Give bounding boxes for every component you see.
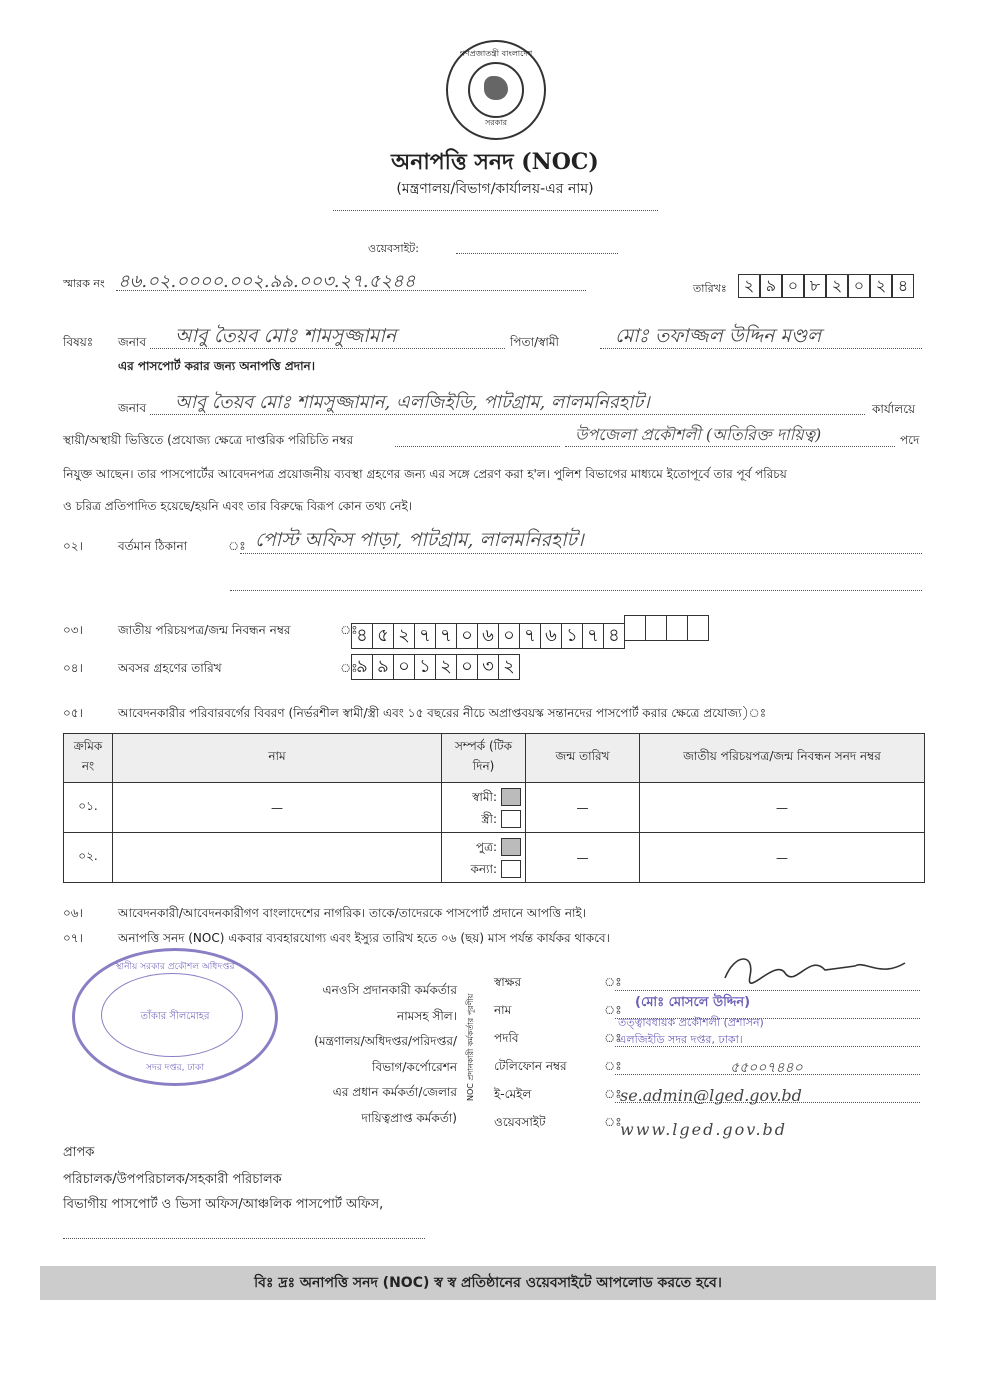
date-digit-box: ০ [782, 274, 804, 298]
field-phone-label: টেলিফোন নম্বর [494, 1059, 567, 1073]
subject-label: বিষয়ঃ [63, 335, 94, 349]
father-label: পিতা/স্বামী [510, 335, 559, 349]
wife-checkbox[interactable] [501, 810, 521, 828]
emblem-top-text: গণপ্রজাতন্ত্রী বাংলাদেশ [459, 49, 533, 58]
nid-digit-box: ৬ [540, 623, 562, 649]
item-07-num: ০৭। [63, 931, 83, 945]
son-checkbox[interactable] [501, 838, 521, 856]
office-stamp [72, 948, 278, 1086]
official-id-line [395, 446, 560, 447]
nid-digit-box: ৫ [372, 623, 394, 649]
row-nid: — [640, 833, 925, 883]
father-name: মোঃ তফাজ্জল উদ্দিন মণ্ডল [615, 325, 822, 347]
family-table-header [64, 734, 925, 783]
nid-boxes [352, 615, 709, 649]
signatory-field-labels [494, 968, 567, 1136]
row-name [113, 833, 442, 883]
signatory-phone: ৫৫০০৭৪৪০ [730, 1060, 803, 1076]
retire-digit-box: ০ [456, 654, 478, 680]
nid-digit-box: ৭ [435, 623, 457, 649]
date-label: তারিখঃ [693, 282, 727, 295]
bangladesh-map-icon [484, 76, 508, 100]
website-label: ওয়েবসাইট: [368, 242, 419, 255]
body-line4: ও চরিত্র প্রতিপাদিত হয়েছে/হয়নি এবং তার বিরুদ্ধে বিরূপ কোন তথ্য নেই। [63, 499, 413, 513]
nid-digit-box [645, 615, 667, 641]
nid-digit-box: ৬ [477, 623, 499, 649]
nid-digit-box: ৭ [582, 623, 604, 649]
retirement-date-boxes [352, 654, 520, 680]
retire-digit-box: ৯ [351, 654, 373, 680]
rel-spouse-wife-label: স্ত্রী: [481, 811, 497, 826]
item-07-text: অনাপত্তি সনদ (NOC) একবার ব্যবহারযোগ্য এবং ইস্যুর তারিখ হতে ০৬ (ছয়) মাস পর্যন্ত কার্যকর থাকবে। [118, 931, 610, 945]
colon: ঃ [340, 661, 358, 675]
recipient-line1: পরিচালক/উপপরিচালক/সহকারী পরিচালক [63, 1172, 282, 1187]
subject-line2: এর পাসপোর্ট করার জন্য অনাপত্তি প্রদান। [118, 359, 316, 373]
handwritten-signature [715, 948, 915, 993]
father-name-line [600, 348, 922, 349]
signatory-line: নামসহ সীল। [397, 1008, 457, 1023]
row-serial: ০১. [64, 783, 113, 833]
ministry-name-line [333, 210, 658, 211]
date-digit-box: ০ [848, 274, 870, 298]
rel-son-label: পুত্র: [475, 839, 497, 854]
body-line3: নিযুক্ত আছেন। তার পাসপোর্টের আবেদনপত্র প্রয়োজনীয় ব্যবস্থা গ্রহণের জন্য এর সঙ্গে প্রেরণ করা হ'ল। পুলিশ বিভাগের মাধ্যমে ইতোপূর্বে তার পূর্ব পরিচয় [63, 467, 787, 481]
signatory-email: se.admin@lged.gov.bd [620, 1086, 802, 1105]
signatory-line: দায়িত্বপ্রাপ্ত কর্মকর্তা) [361, 1110, 457, 1125]
family-table [63, 733, 925, 883]
row-serial: ০২. [64, 833, 113, 883]
rel-spouse-husband-label: স্বামী: [472, 789, 497, 804]
document-title: অনাপত্তি সনদ (NOC) [391, 149, 599, 175]
col-nid: জাতীয় পরিচয়পত্র/জন্ম নিবন্ধন সনদ নম্বর [640, 734, 925, 783]
body-prefix: জনাব [118, 401, 147, 415]
nid-digit-box: ০ [498, 623, 520, 649]
item-06-text: আবেদনকারী/আবেদনকারীগণ বাংলাদেশের নাগরিক। তাকে/তাদেরকে পাসপোর্ট প্রদানে আপত্তি নাই। [118, 906, 587, 920]
retire-digit-box: ১ [414, 654, 436, 680]
address-line-2 [230, 590, 922, 591]
col-name: নাম [113, 734, 442, 783]
item-06-num: ০৬। [63, 906, 83, 920]
item-05-num: ০৫। [63, 706, 83, 720]
designation: উপজেলা প্রকৌশলী (অতিরিক্ত দায়িত্ব) [575, 425, 822, 444]
nid-digit-box: ৪ [351, 623, 373, 649]
signatory-line: বিভাগ/কর্পোরেশন [372, 1059, 457, 1074]
government-emblem [446, 40, 546, 140]
retire-digit-box: ২ [435, 654, 457, 680]
daughter-checkbox[interactable] [501, 860, 521, 878]
nid-digit-box: ৭ [519, 623, 541, 649]
body-handwritten-name: আবু তৈয়ব মোঃ শামসুজ্জামান, এলজিইডি, পাটগ্রাম, লালমনিরহাট। [175, 392, 650, 413]
field-email-label: ই-মেইল [494, 1087, 532, 1101]
body-name-line [150, 414, 865, 415]
rel-daughter-label: কন্যা: [470, 861, 497, 876]
signatory-left-block [285, 978, 457, 1131]
recipient-label: প্রাপক [63, 1145, 95, 1160]
row-nid: — [640, 783, 925, 833]
colon: ঃ [228, 539, 246, 553]
row-name: — [113, 783, 442, 833]
retire-digit-box: ৩ [477, 654, 499, 680]
retire-digit-box: ৯ [372, 654, 394, 680]
signatory-designation: তত্ত্বাবধায়ক প্রকৌশলী (প্রশাসন) [618, 1016, 764, 1029]
col-relation: সম্পর্ক (টিক দিন) [442, 734, 526, 783]
item-04-label: অবসর গ্রহণের তারিখ [118, 661, 222, 675]
item-02-num: ০২। [63, 539, 83, 553]
nid-digit-box [687, 615, 709, 641]
memo-number: ৪৬.০২.০০০০.০০২.৯৯.০০৩.২৭.৫২৪৪ [118, 271, 416, 292]
nid-digit-box: ৪ [603, 623, 625, 649]
stamp-center-text: তাঁকার সীলমোহর [140, 1011, 210, 1022]
nid-digit-box: ১ [561, 623, 583, 649]
emblem-bottom-text: সরকার [484, 118, 507, 127]
signatory-name: (মোঃ মোসলে উদ্দিন) [635, 995, 751, 1010]
memo-line [116, 290, 586, 291]
date-boxes [738, 274, 914, 298]
signatory-line: (মন্ত্রণালয়/অধিদপ্তর/পরিদপ্তর/ [314, 1034, 457, 1048]
noc-vertical-label: NOC প্রদানকারী কর্মকর্তার পূরণীয় [466, 993, 475, 1102]
date-digit-box: ৯ [760, 274, 782, 298]
signatory-website: www.lged.gov.bd [620, 1120, 788, 1139]
item-03-num: ০৩। [63, 623, 83, 637]
row-relation [442, 833, 526, 883]
signatory-line: এর প্রধান কর্মকর্তা/জেলার [332, 1085, 457, 1099]
office-suffix: কার্যালয়ে [872, 402, 916, 416]
recipient-line3 [63, 1238, 425, 1239]
document-subtitle: (মন্ত্রণালয়/বিভাগ/কার্যালয়-এর নাম) [396, 181, 594, 197]
row-relation [442, 783, 526, 833]
stamp-bottom-text: সদর দপ্তর, ঢাকা [146, 1063, 204, 1073]
stamp-ring-text: স্থানীয় সরকার প্রকৌশল অধিদপ্তর [115, 962, 235, 972]
field-name-label: নাম [494, 1003, 512, 1017]
table-row [64, 783, 925, 833]
table-row [64, 833, 925, 883]
nid-digit-box: ৭ [414, 623, 436, 649]
signatory-office: এলজিইডি সদর দপ্তর, ঢাকা। [618, 1033, 743, 1046]
nid-digit-box [624, 615, 646, 641]
website-line [456, 253, 618, 254]
date-digit-box: ২ [738, 274, 760, 298]
recipient-line2: বিভাগীয় পাসপোর্ট ও ভিসা অফিস/আঞ্চলিক পাসপোর্ট অফিস, [63, 1197, 384, 1212]
row-dob: — [526, 783, 640, 833]
date-digit-box: ৮ [804, 274, 826, 298]
designation-line [565, 446, 895, 447]
signatory-colons: ঃ ঃ ঃ ঃ ঃ ঃ [604, 975, 622, 1129]
field-designation-label: পদবি [494, 1031, 519, 1045]
subject-name-line [150, 348, 505, 349]
subject-prefix: জনাব [118, 335, 147, 349]
nid-digit-box: ২ [393, 623, 415, 649]
retire-digit-box: ০ [393, 654, 415, 680]
signatory-line: এনওসি প্রদানকারী কর্মকর্তার [322, 983, 457, 997]
colon: ঃ [340, 623, 358, 637]
date-digit-box: ২ [870, 274, 892, 298]
col-dob: জন্ম তারিখ [526, 734, 640, 783]
present-address: পোস্ট অফিস পাড়া, পাটগ্রাম, লালমনিরহাট। [255, 529, 584, 551]
item-03-label: জাতীয় পরিচয়পত্র/জন্ম নিবন্ধন নম্বর [118, 623, 291, 637]
nid-digit-box [666, 615, 688, 641]
nid-digit-box: ০ [456, 623, 478, 649]
item-02-label: বর্তমান ঠিকানা [118, 539, 188, 553]
col-serial: ক্রমিক নং [64, 734, 113, 783]
item-04-num: ০৪। [63, 661, 83, 675]
date-digit-box: ২ [826, 274, 848, 298]
body-line2: স্থায়ী/অস্থায়ী ভিত্তিতে (প্রযোজ্য ক্ষেত্রে দাপ্তরিক পরিচিতি নম্বর [63, 433, 354, 447]
address-line-1 [240, 553, 922, 554]
field-website-label: ওয়েবসাইট [494, 1115, 546, 1129]
husband-checkbox[interactable] [501, 788, 521, 806]
subject-name: আবু তৈয়ব মোঃ শামসুজ্জামান [175, 325, 397, 347]
footer-note: বিঃ দ্রঃ অনাপত্তি সনদ (NOC) স্ব স্ব প্রতিষ্ঠানের ওয়েবসাইটে আপলোড করতে হবে। [40, 1266, 936, 1300]
row-dob: — [526, 833, 640, 883]
item-05-label: আবেদনকারীর পরিবারবর্গের বিবরণ (নির্ভরশীল স্বামী/স্ত্রী এবং ১৫ বছরের নীচে অপ্রাপ্তবয়স্ক সন্তানদের পাসপোর্ট করার ক্ষেত্রে প্রযোজ্য)ঃ [118, 706, 767, 720]
date-digit-box: ৪ [892, 274, 914, 298]
retire-digit-box: ২ [498, 654, 520, 680]
designation-suffix: পদে [900, 433, 920, 447]
emblem-inner-ring [468, 62, 524, 118]
memo-label: স্মারক নং [63, 277, 105, 290]
field-signature-label: স্বাক্ষর [494, 975, 522, 989]
